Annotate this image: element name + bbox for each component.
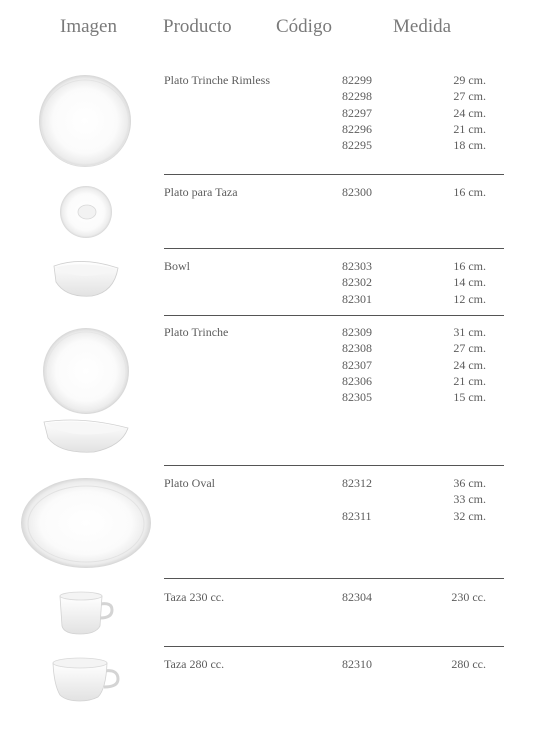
product-code: 82297 bbox=[342, 105, 372, 120]
product-size: 27 cm. bbox=[453, 341, 486, 356]
product-name: Plato Trinche bbox=[164, 325, 229, 339]
product-size: 31 cm. bbox=[453, 325, 486, 339]
product-code: 82305 bbox=[342, 390, 372, 405]
saucer-image bbox=[59, 185, 113, 239]
product-code: 82307 bbox=[342, 357, 372, 372]
product-code: 82295 bbox=[342, 138, 372, 153]
bowl-image bbox=[52, 258, 120, 300]
product-code: 82308 bbox=[342, 341, 372, 356]
product-code: 82310 bbox=[342, 657, 372, 671]
header-imagen: Imagen bbox=[60, 16, 117, 37]
product-code: 82296 bbox=[342, 121, 372, 136]
oval-plate-image bbox=[20, 477, 152, 569]
cup-230-image bbox=[56, 590, 116, 636]
product-code: 82304 bbox=[342, 590, 372, 604]
row-divider bbox=[164, 465, 504, 466]
product-size: 12 cm. bbox=[453, 291, 486, 306]
plate-side-view-image bbox=[42, 416, 130, 456]
row-divider bbox=[164, 578, 504, 579]
product-code: 82299 bbox=[342, 73, 372, 87]
product-size: 36 cm. bbox=[453, 476, 486, 490]
row-divider bbox=[164, 174, 504, 175]
product-size: 16 cm. bbox=[453, 259, 486, 273]
product-name: Plato para Taza bbox=[164, 185, 238, 199]
product-size: 27 cm. bbox=[453, 89, 486, 104]
product-name: Taza 230 cc. bbox=[164, 590, 225, 604]
product-size: 230 cc. bbox=[451, 590, 486, 604]
product-size: 32 cm. bbox=[453, 508, 486, 523]
product-size: 280 cc. bbox=[451, 657, 486, 671]
product-size: 24 cm. bbox=[453, 357, 486, 372]
product-code: 82309 bbox=[342, 325, 372, 339]
header-medida: Medida bbox=[393, 16, 452, 37]
product-size: 18 cm. bbox=[453, 138, 486, 153]
product-code: 82306 bbox=[342, 373, 372, 388]
product-name: Plato Oval bbox=[164, 476, 215, 490]
product-size: 14 cm. bbox=[453, 275, 486, 290]
header-codigo: Código bbox=[276, 16, 332, 37]
product-code: 82301 bbox=[342, 291, 372, 306]
cup-280-image bbox=[50, 655, 122, 703]
product-code: 82312 bbox=[342, 476, 372, 490]
product-size: 29 cm. bbox=[453, 73, 486, 87]
product-name: Bowl bbox=[164, 259, 191, 273]
row-divider bbox=[164, 646, 504, 647]
product-name: Taza 280 cc. bbox=[164, 657, 225, 671]
row-divider bbox=[164, 315, 504, 316]
product-size: 15 cm. bbox=[453, 390, 486, 405]
product-size: 16 cm. bbox=[453, 185, 486, 199]
header-producto: Producto bbox=[163, 16, 232, 37]
plate-image bbox=[42, 327, 130, 415]
product-size: 24 cm. bbox=[453, 105, 486, 120]
product-size: 21 cm. bbox=[453, 373, 486, 388]
product-size: 21 cm. bbox=[453, 121, 486, 136]
product-name: Plato Trinche Rimless bbox=[164, 73, 271, 87]
row-divider bbox=[164, 248, 504, 249]
product-code: 82302 bbox=[342, 275, 372, 290]
product-code: 82298 bbox=[342, 89, 372, 104]
product-code: 82300 bbox=[342, 185, 372, 199]
product-size: 33 cm. bbox=[453, 492, 486, 507]
rimless-plate-image bbox=[38, 74, 132, 168]
product-code: 82303 bbox=[342, 259, 372, 273]
product-code: 82311 bbox=[342, 508, 372, 523]
